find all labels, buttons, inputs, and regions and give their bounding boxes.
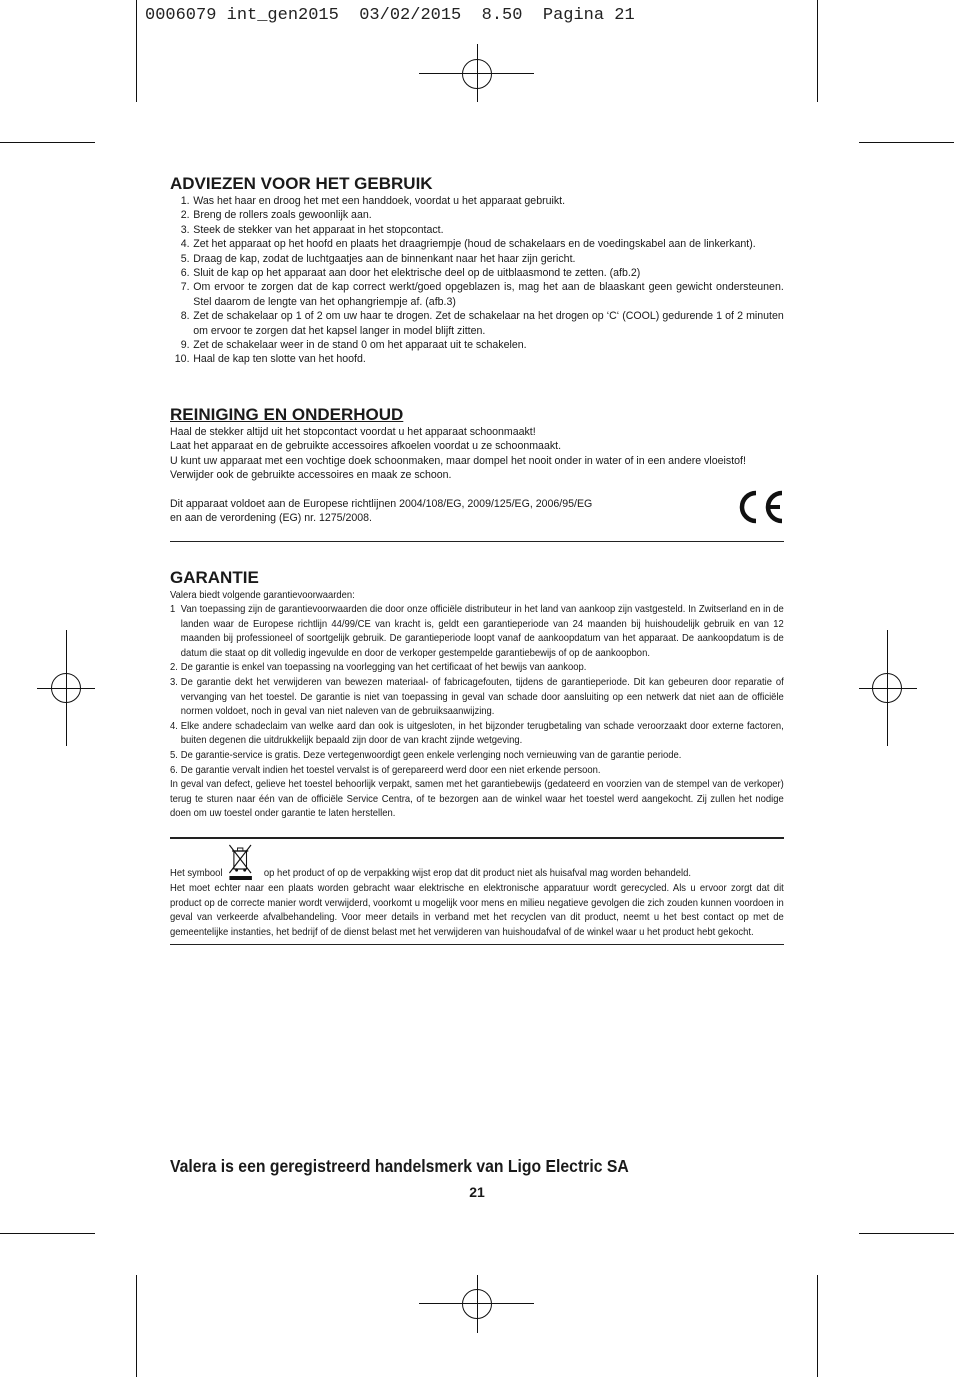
warranty-intro: Valera biedt volgende garantievoorwaarden: (170, 588, 355, 601)
list-item (170, 675, 784, 719)
list-item-number: 9. (180, 339, 190, 352)
weee-text-first: op het product of op de verpakking wijst erop dat dit product niet als huisafval mag worden behandeld. (263, 867, 692, 880)
list-item (170, 223, 784, 237)
weee-text-rest: Het moet echter naar een plaats worden gebracht waar elektrische en elektronische apparatuur wordt gerecycled. Als u ervoor zorgt dat dit product op de correcte manier wordt verwijderd, voorkomt u mogelijk voor mens en milieu negatieve gevolgen die zich zouden kunnen voordoen in geval van verkeerde afvalbehandeling. Voor meer details in verband met het recyclen van dit product, neemt u het best contact op met de gemeentelijke instanties, het bedrijf of de dienst belast met het verwijderen van huishoudafval of de winkel waar u het product hebt gekocht. (170, 882, 784, 938)
list-item-text: Van toepassing zijn de garantievoorwaarden die door onze officiële distributeur in het land van aankoop zijn vastgesteld. In Zwitserland en in de landen waar de Europese richtlijn 44/99/CE van kracht is, geldt een garantieperiode van 24 maanden bij huishoudelijk gebruik en van 12 maanden bij professioneel of soortgelijk gebruik. De garantieperiode loopt vanaf de aankoopdatum van het apparaat. De aankoopdatum is de datum die staat op dit volledig ingevulde en door de verkoper gestempelde garantiebewijs of op de aankoopbon. (180, 603, 784, 659)
page-content (170, 174, 784, 945)
list-item-number: 4. (180, 238, 190, 251)
list-item (170, 602, 784, 660)
list-item-number: 5. (180, 252, 190, 265)
weee-section (170, 837, 784, 945)
list-item (170, 748, 784, 763)
cleaning-section (170, 405, 784, 542)
section-divider (170, 944, 784, 945)
weee-prefix: Het symbool (170, 867, 223, 880)
warranty-section (170, 568, 784, 822)
warranty-outro: In geval van defect, gelieve het toestel behoorlijk verpakt, samen met het garantiebewijs (gedateerd en voorzien van de stempel van de verkoper) terug te sturen naar één van de officiële Service Centra, of te bezorgen aan de winkel waar het toestel werd aangekocht. Zij zullen het nodige doen om uw toestel onder garantie te laten herstellen. (170, 778, 784, 820)
list-item-text: De garantie vervalt indien het toestel vervalst is of gerepareerd werd door een niet erkende persoon. (180, 763, 601, 776)
crossed-bin-icon (226, 843, 257, 881)
trademark-footer: Valera is een geregistreerd handelsmerk van Ligo Electric SA (170, 1156, 629, 1176)
list-item (170, 252, 784, 266)
list-item (170, 719, 784, 748)
list-item-number: 6. (180, 267, 190, 280)
crop-mark (136, 0, 137, 102)
list-item-text: Zet de schakelaar weer in de stand 0 om het apparaat uit te schakelen. (193, 339, 527, 352)
usage-section (170, 174, 784, 367)
section-divider (170, 837, 784, 839)
list-item-text: De garantie dekt het verwijderen van bewezen materiaal- of fabricagefouten, tijdens de garantieperiode. Dit kan gebeuren door reparatie of vervanging van het toestel. De garantie is niet van toepassing in geval van schade door aansluiting op een netwerk dat niet aan de officiële normen voldoet, noch in geval van niet naleven van de gebruiksaanwijzing. (180, 676, 784, 718)
crop-mark (136, 1275, 137, 1377)
weee-text (170, 843, 784, 939)
ce-statement: en aan de verordening (EG) nr. 1275/2008. (170, 511, 373, 524)
list-item-text: De garantie is enkel van toepassing na voorlegging van het certificaat of het bewijs van aankoop. (180, 661, 587, 674)
ce-statement: Dit apparaat voldoet aan de Europese richtlijnen 2004/108/EG, 2009/125/EG, 2006/95/EG (170, 497, 593, 510)
cleaning-line: Laat het apparaat en de gebruikte accessoires afkoelen voordat u ze schoonmaakt. (170, 440, 562, 453)
print-header: 0006079 int_gen2015 03/02/2015 8.50 Pagina 21 (145, 6, 635, 25)
list-item-number: 10. (174, 353, 190, 366)
list-item-text: Draag de kap, zodat de luchtgaatjes aan de binnenkant naar het haar zijn gericht. (193, 252, 576, 265)
list-item-number: 4. (170, 719, 178, 732)
list-item-number: 8. (180, 310, 190, 323)
cleaning-line: Verwijder ook de gebruikte accessoires en maak ze schoon. (170, 469, 452, 482)
list-item (170, 338, 784, 352)
list-item-number: 2. (180, 209, 190, 222)
list-item (170, 352, 784, 366)
list-item-text: Om ervoor te zorgen dat de kap correct werkt/goed opgeblazen is, mag het aan de blaaskant geen gewicht ondersteunen. Stel daarom de lengte van het ophangriempje af. (afb.3) (193, 281, 784, 308)
list-item (170, 763, 784, 778)
list-item (170, 208, 784, 222)
cleaning-line: Haal de stekker altijd uit het stopcontact voordat u het apparaat schoonmaakt! (170, 425, 536, 438)
page-number: 21 (469, 1184, 485, 1200)
list-item-number: 3. (180, 223, 190, 236)
cleaning-title: REINIGING EN ONDERHOUD (170, 404, 404, 424)
ce-mark-icon (736, 487, 786, 527)
crop-mark (817, 0, 818, 102)
crop-mark (859, 1233, 954, 1234)
list-item-text: Breng de rollers zoals gewoonlijk aan. (193, 209, 372, 222)
list-item-text: Haal de kap ten slotte van het hoofd. (193, 353, 366, 366)
list-item-number: 3. (170, 676, 178, 689)
cleaning-line: U kunt uw apparaat met een vochtige doek schoonmaken, maar dompel het nooit onder in water of in een andere vloeistof! (170, 454, 746, 467)
list-item (170, 660, 784, 675)
list-item (170, 266, 784, 280)
list-item-number: 1 (170, 603, 176, 616)
list-item-number: 7. (180, 281, 190, 294)
list-item-text: Zet de schakelaar op 1 of 2 om uw haar te drogen. Zet de schakelaar na het drogen op ‘C‘ (COOL) gedurende 1 of 2 minuten om ervoor te zorgen dat het kapsel langer in model blijft zitten. (193, 310, 784, 337)
list-item-text: Was het haar en droog het met een handdoek, voordat u het apparaat gebruikt. (193, 195, 566, 207)
list-item (170, 280, 784, 309)
usage-list (170, 194, 784, 367)
list-item (170, 194, 784, 208)
crop-mark (817, 1275, 818, 1377)
cleaning-text (170, 425, 784, 483)
crop-mark (859, 142, 954, 143)
list-item-number: 6. (170, 763, 178, 776)
list-item-number: 2. (170, 661, 178, 674)
list-item-number: 1. (180, 195, 190, 207)
crop-mark (0, 142, 95, 143)
list-item-text: Elke andere schadeclaim van welke aard dan ook is uitgesloten, in het bijzonder terugbetaling van schade veroorzaakt door externe factoren, buiten degenen die uitdrukkelijk bepaald zijn door de van kracht zijnde wetgeving. (180, 719, 784, 747)
warranty-title: GARANTIE (170, 567, 259, 587)
usage-title: ADVIEZEN VOOR HET GEBRUIK (170, 174, 433, 193)
list-item-text: Zet het apparaat op het hoofd en plaats het draagriempje (houd de schakelaars en de voedingskabel aan de linkerkant). (193, 238, 756, 251)
list-item-text: Sluit de kap op het apparaat aan door het elektrische deel op de uitblaasmond te zetten. (afb.2) (193, 267, 641, 280)
list-item-text: De garantie-service is gratis. Deze vertegenwoordigt geen enkele verlenging noch vernieuwing van de garantie periode. (180, 749, 682, 762)
list-item (170, 309, 784, 338)
warranty-text (170, 588, 784, 822)
list-item-text: Steek de stekker van het apparaat in het stopcontact. (193, 223, 444, 236)
list-item-number: 5. (170, 749, 178, 762)
ce-compliance (170, 497, 784, 543)
list-item (170, 237, 784, 251)
crop-mark (0, 1233, 95, 1234)
